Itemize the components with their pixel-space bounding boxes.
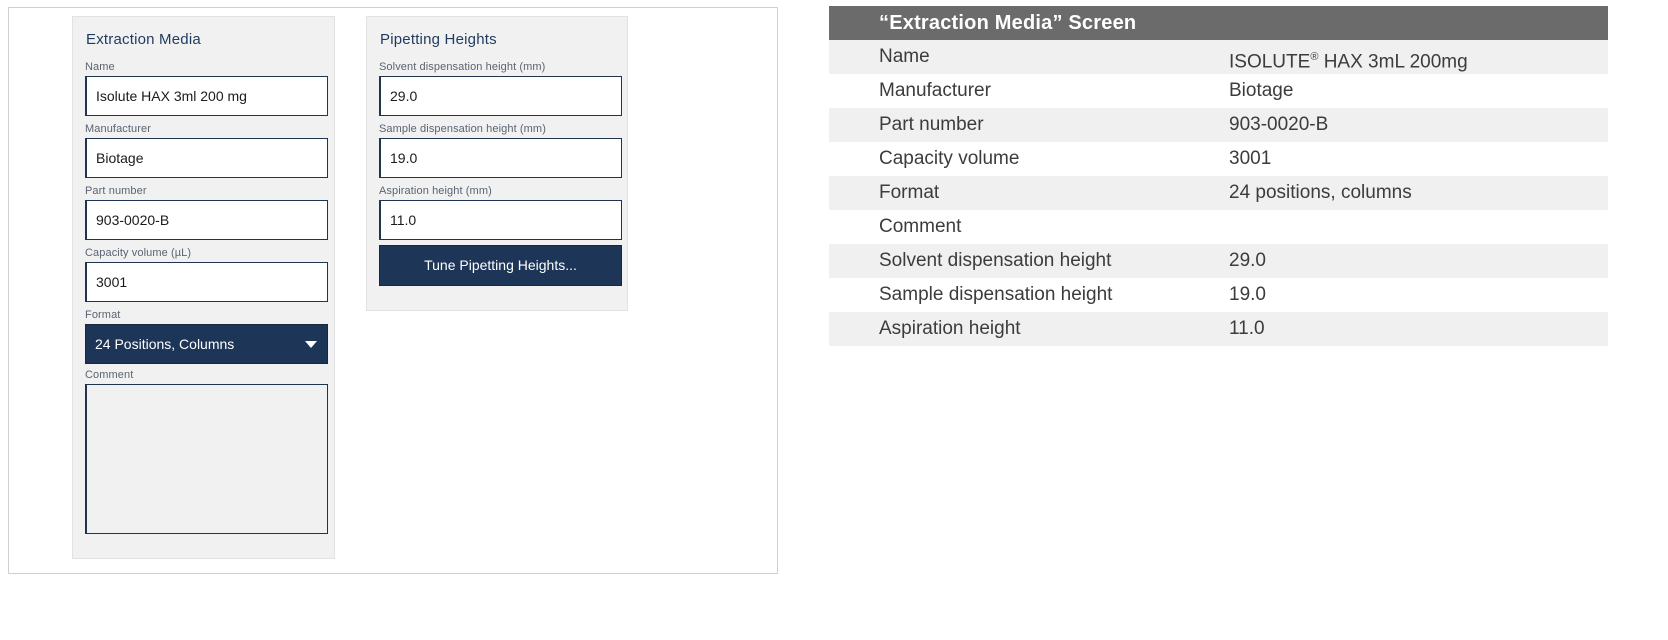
row-key: Manufacturer <box>879 80 991 101</box>
solvent-dispensation-height-field-wrapper <box>379 61 622 116</box>
row-value: 24 positions, columns <box>1229 182 1412 203</box>
sample-dispensation-height-field-wrapper <box>379 123 622 178</box>
row-key: Comment <box>879 216 962 237</box>
row-value: 903-0020-B <box>1229 114 1329 135</box>
row-value: 3001 <box>1229 148 1272 169</box>
sample-dispensation-height-label: Sample dispensation height (mm) <box>379 123 546 135</box>
table-row <box>829 210 1608 244</box>
row-value: 29.0 <box>1229 250 1266 271</box>
chevron-down-icon <box>305 341 317 348</box>
extraction-media-group-title: Extraction Media <box>86 31 201 48</box>
row-value: 19.0 <box>1229 284 1266 305</box>
row-value <box>1229 210 1608 244</box>
manufacturer-field-wrapper <box>85 123 328 178</box>
extraction-media-group <box>72 16 335 559</box>
application-screenshot-panel <box>8 7 778 574</box>
sample-dispensation-height-input[interactable]: 19.0 <box>379 138 622 178</box>
name-field-label: Name <box>85 61 115 73</box>
row-key: Name <box>879 46 930 67</box>
tune-pipetting-heights-button[interactable]: Tune Pipetting Heights... <box>379 245 622 286</box>
table-row <box>829 40 1608 74</box>
name-input[interactable]: Isolute HAX 3ml 200 mg <box>85 76 328 116</box>
format-field-wrapper <box>85 309 328 364</box>
table-row <box>829 176 1608 210</box>
row-value: Biotage <box>1229 80 1294 101</box>
comment-field-wrapper <box>85 369 328 534</box>
pipetting-heights-group <box>366 16 628 311</box>
format-dropdown-value: 24 Positions, Columns <box>95 336 235 352</box>
row-value <box>1229 40 1608 74</box>
format-field-label: Format <box>85 309 121 321</box>
capacity-volume-field-label: Capacity volume (µL) <box>85 247 192 259</box>
table-row <box>829 74 1608 108</box>
row-key: Solvent dispensation height <box>879 250 1112 271</box>
part-number-field-wrapper <box>85 185 328 240</box>
pipetting-heights-group-title: Pipetting Heights <box>380 31 497 48</box>
name-field-wrapper <box>85 61 328 116</box>
table-row <box>829 278 1608 312</box>
aspiration-height-label: Aspiration height (mm) <box>379 185 492 197</box>
aspiration-height-field-wrapper <box>379 185 622 240</box>
part-number-input[interactable]: 903-0020-B <box>85 200 328 240</box>
row-key: Sample dispensation height <box>879 284 1113 305</box>
summary-table <box>829 6 1608 346</box>
row-key: Aspiration height <box>879 318 1021 339</box>
table-row <box>829 312 1608 346</box>
summary-table-title: “Extraction Media” Screen <box>829 6 1608 40</box>
registered-mark: ® <box>1310 51 1319 63</box>
comment-field-label: Comment <box>85 369 134 381</box>
aspiration-height-input[interactable]: 11.0 <box>379 200 622 240</box>
capacity-volume-input[interactable]: 3001 <box>85 262 328 302</box>
table-row <box>829 142 1608 176</box>
format-dropdown[interactable] <box>85 324 328 364</box>
manufacturer-field-label: Manufacturer <box>85 123 152 135</box>
solvent-dispensation-height-label: Solvent dispensation height (mm) <box>379 61 546 73</box>
part-number-field-label: Part number <box>85 185 147 197</box>
row-key: Capacity volume <box>879 148 1020 169</box>
row-key: Format <box>879 182 940 203</box>
comment-textarea[interactable] <box>85 384 328 534</box>
row-value-text: ISOLUTE <box>1229 51 1311 73</box>
solvent-dispensation-height-input[interactable]: 29.0 <box>379 76 622 116</box>
table-row <box>829 108 1608 142</box>
row-value: 11.0 <box>1229 318 1265 339</box>
table-row <box>829 244 1608 278</box>
row-value-tail: HAX 3mL 200mg <box>1318 51 1468 73</box>
row-key: Part number <box>879 114 984 135</box>
manufacturer-input[interactable]: Biotage <box>85 138 328 178</box>
capacity-volume-field-wrapper <box>85 247 328 302</box>
